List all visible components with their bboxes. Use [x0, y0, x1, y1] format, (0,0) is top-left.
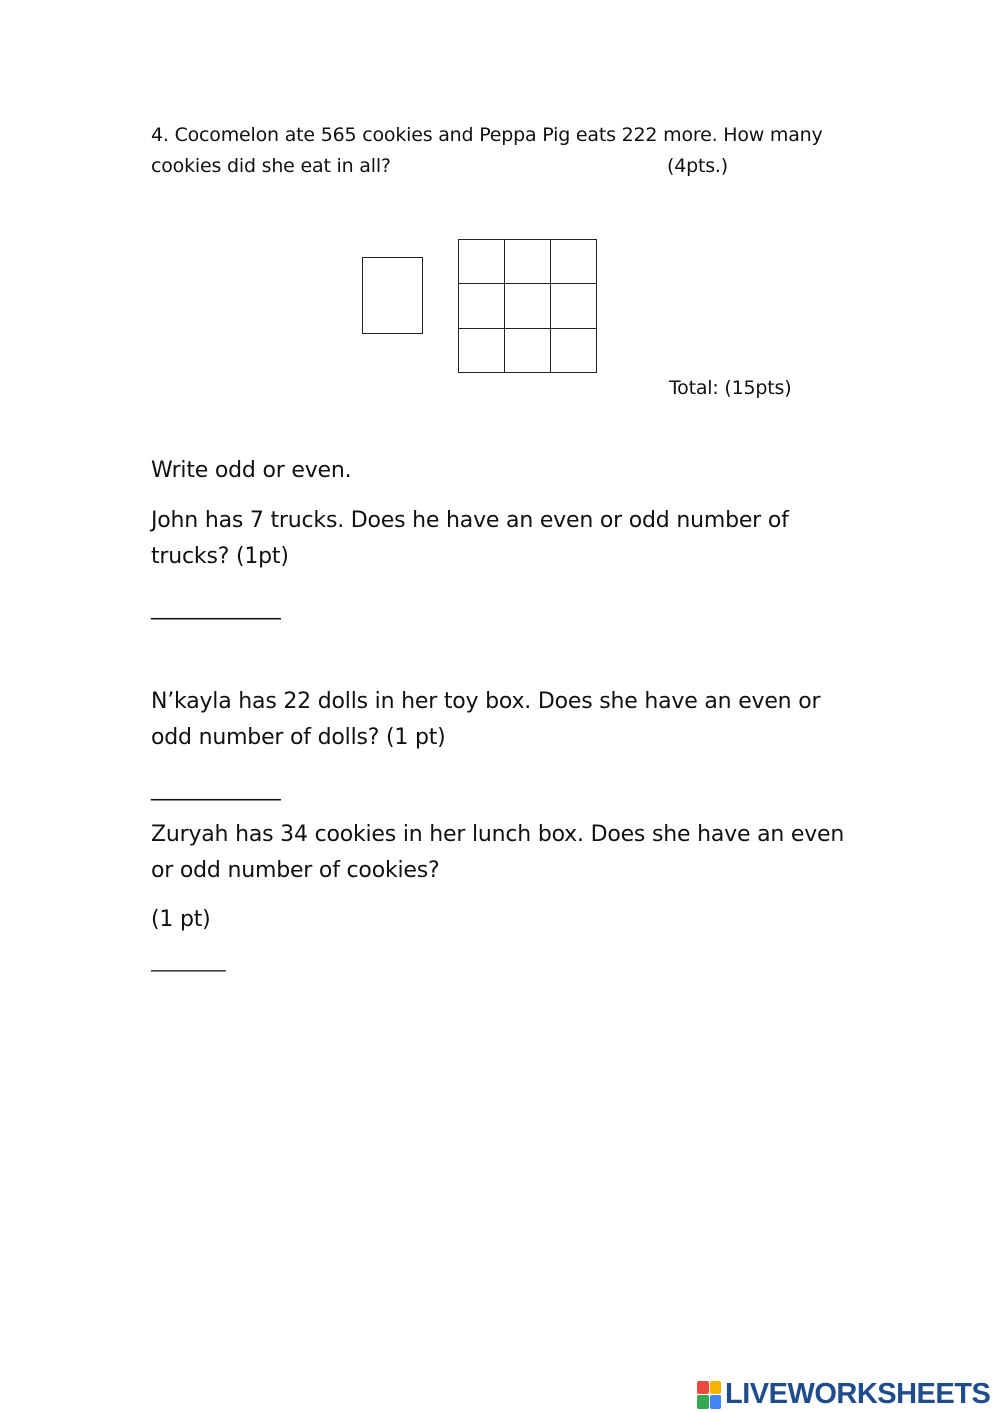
answer-grid-cell[interactable]: [505, 284, 551, 328]
answer-grid-cell[interactable]: [551, 240, 597, 284]
answer-grid-cell[interactable]: [505, 329, 551, 373]
liveworksheets-brand: [697, 1378, 990, 1411]
answer-blank-zuryah[interactable]: ________: [151, 950, 226, 972]
answer-grid-cell[interactable]: [459, 284, 505, 328]
logo-square: [697, 1395, 709, 1409]
question-nkayla-line-2: odd number of dolls? (1 pt): [151, 725, 446, 750]
question-john-line-2: trucks? (1pt): [151, 544, 289, 569]
answer-grid-cell[interactable]: [459, 329, 505, 373]
answer-grid-cell[interactable]: [459, 240, 505, 284]
question-zuryah-points: (1 pt): [151, 907, 211, 932]
answer-blank-john[interactable]: ____________: [151, 595, 281, 620]
logo-square: [710, 1381, 722, 1395]
answer-grid-cell[interactable]: [505, 240, 551, 284]
answer-grid-cell[interactable]: [551, 284, 597, 328]
question-zuryah-line-1: Zuryah has 34 cookies in her lunch box. Does she have an even: [151, 822, 845, 847]
liveworksheets-wordmark: LIVEWORKSHEETS: [725, 1378, 991, 1410]
question-4-line-2: cookies did she eat in all?: [151, 155, 391, 177]
answer-grid-cell[interactable]: [551, 329, 597, 373]
total-points: Total: (15pts): [669, 377, 792, 399]
section-heading: Write odd or even.: [151, 458, 352, 483]
question-zuryah-line-2: or odd number of cookies?: [151, 858, 440, 883]
answer-grid: [458, 239, 597, 373]
logo-square: [697, 1381, 709, 1395]
answer-box-single[interactable]: [362, 257, 423, 334]
logo-square: [710, 1395, 722, 1409]
question-4-points: (4pts.): [667, 155, 728, 177]
question-john-line-1: John has 7 trucks. Does he have an even or odd number of: [151, 508, 789, 533]
liveworksheets-logo-icon: [697, 1381, 721, 1409]
answer-blank-nkayla[interactable]: ____________: [151, 776, 281, 801]
question-4-line-1: 4. Cocomelon ate 565 cookies and Peppa Pig eats 222 more. How many: [151, 124, 823, 146]
question-nkayla-line-1: N’kayla has 22 dolls in her toy box. Does she have an even or: [151, 689, 821, 714]
